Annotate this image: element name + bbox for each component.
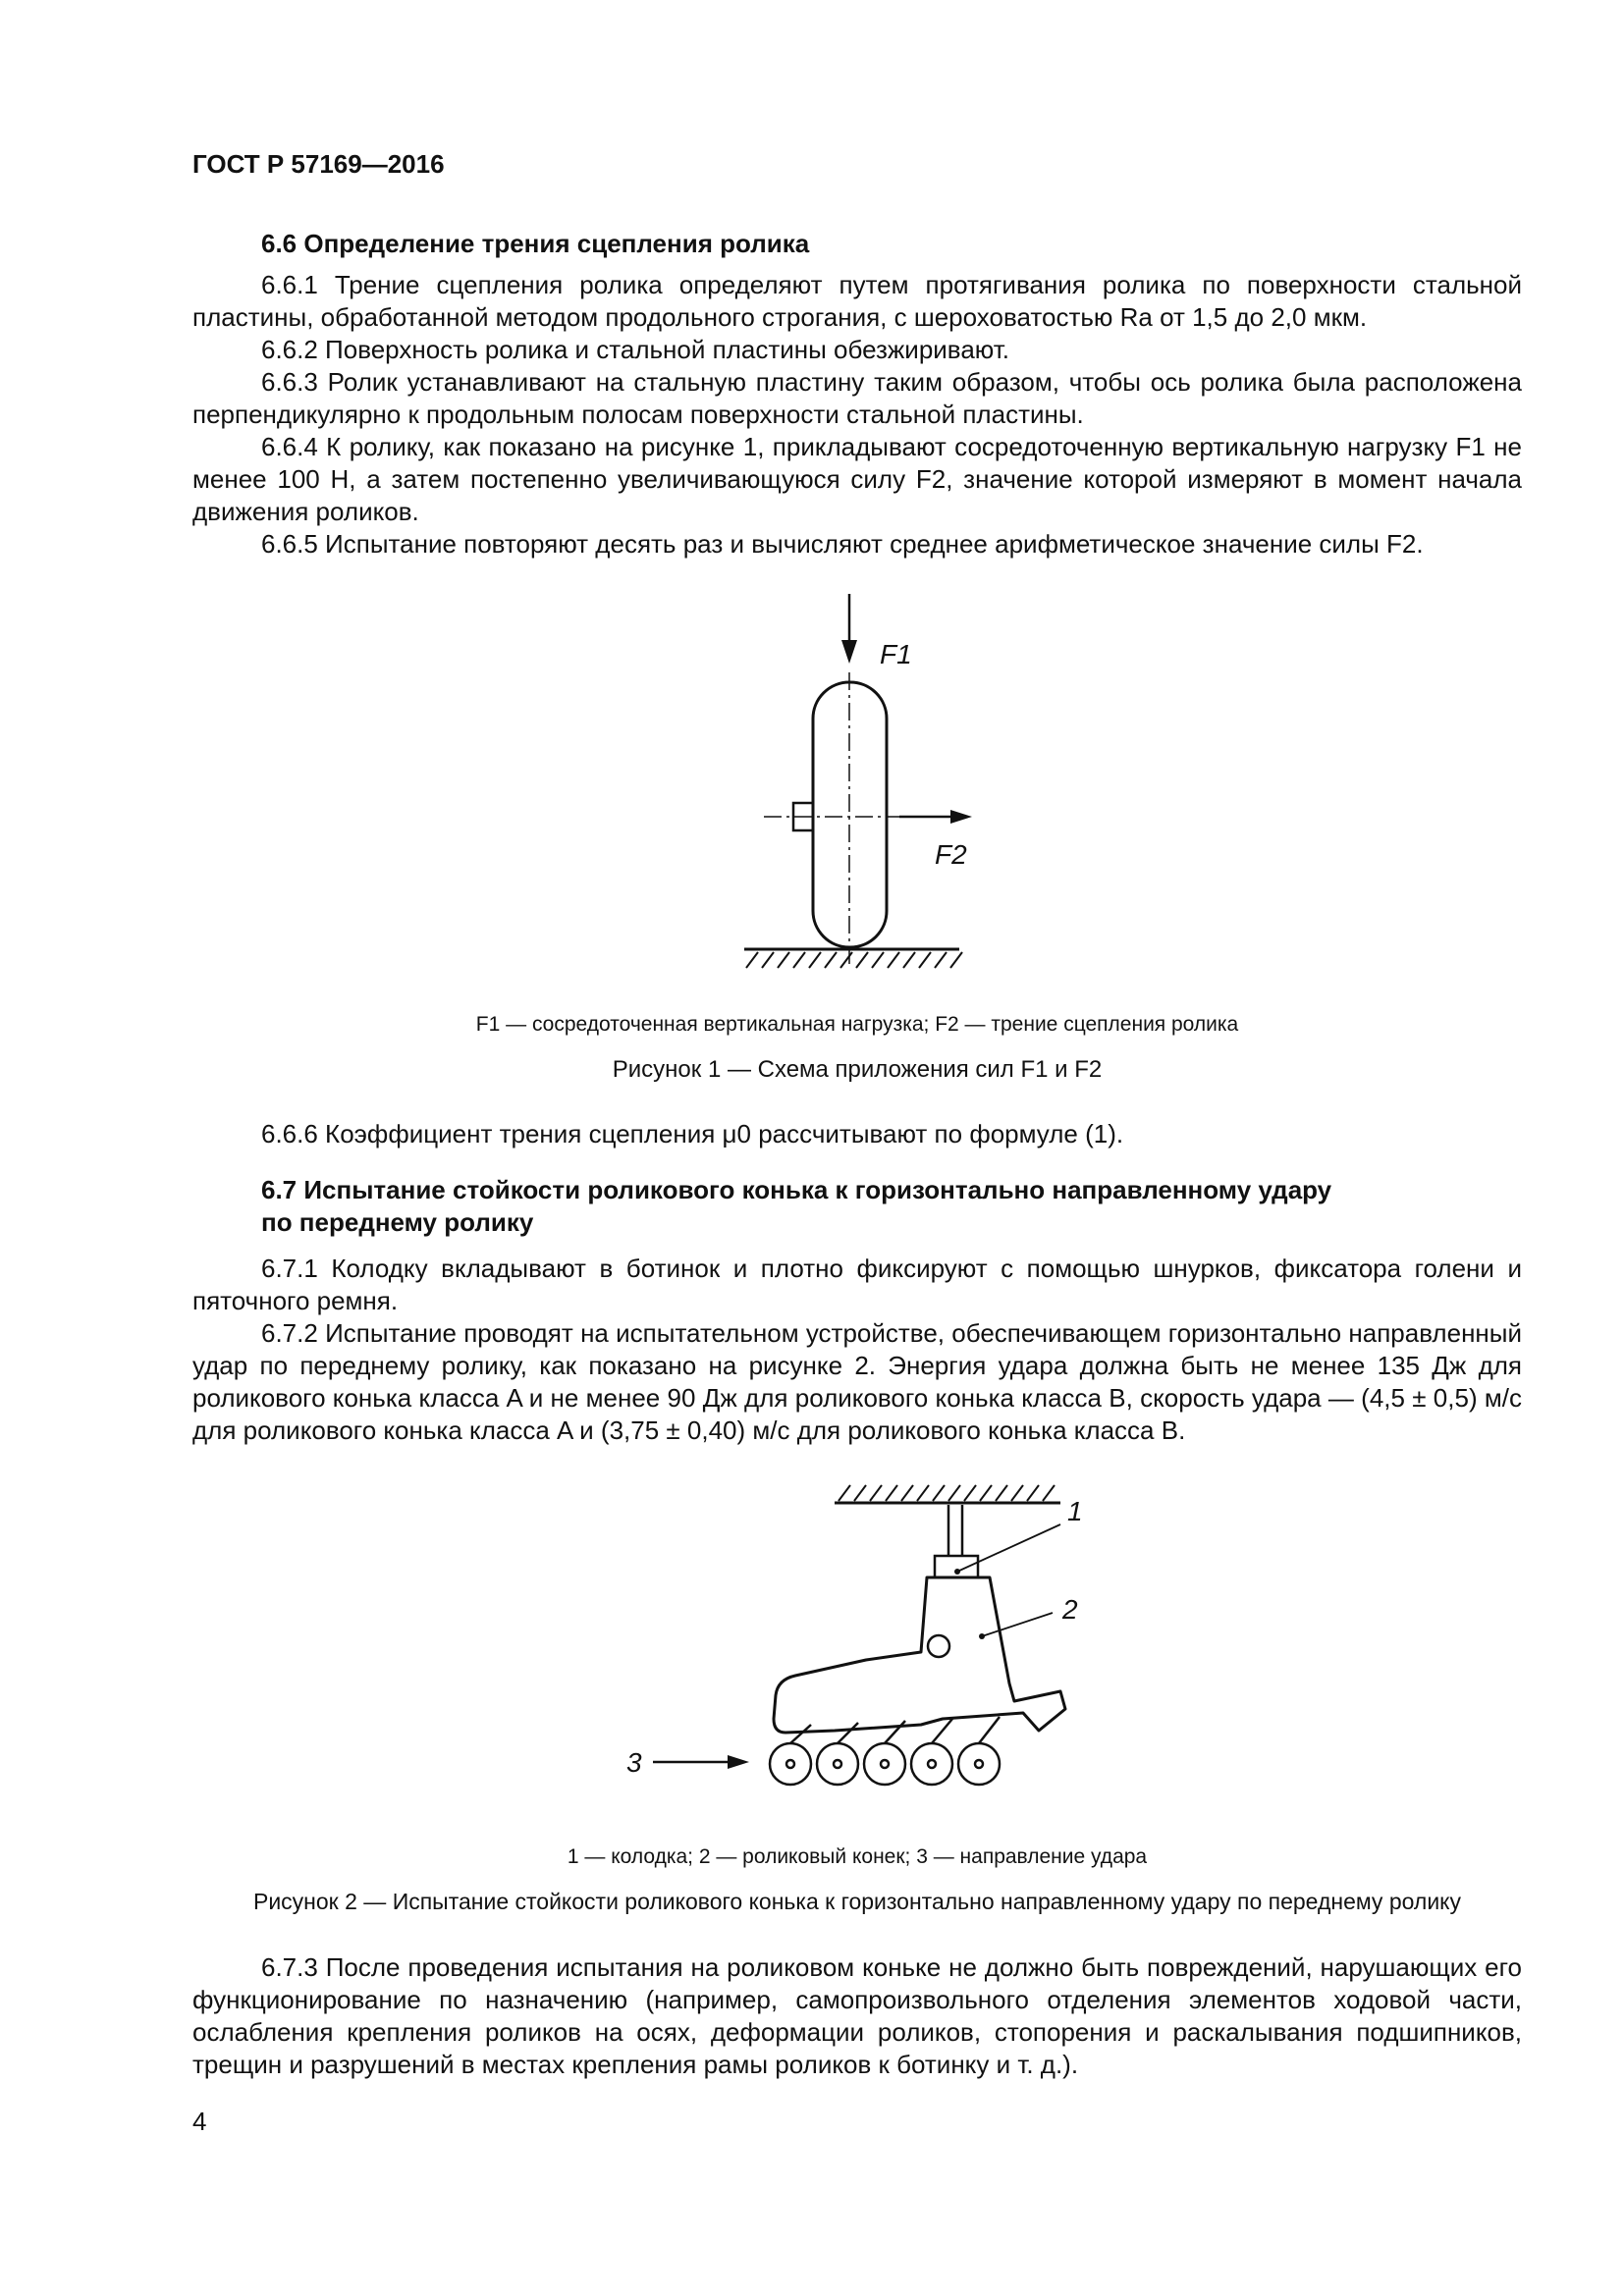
callout-3: 3: [626, 1747, 642, 1778]
paragraph-6-7-2: 6.7.2 Испытание проводят на испытательном устройстве, обеспечивающем горизонтально направленный удар по переднему ролику, как показано на рисунке 2. Энергия удара должна быть не менее 135 Дж для роликового конька класса A и не менее 90 Дж для роликового конька класса B, скорость удара — (4,5 ± 0,5) м/с для роликового конька класса A и (3,75 ± 0,40) м/с для роликового конька класса B.: [192, 1318, 1522, 1445]
figure-1-diagram: [727, 579, 982, 972]
section-6-7-title-line1: 6.7 Испытание стойкости роликового конька к горизонтально направленному удару: [261, 1175, 1332, 1204]
paragraph-6-7-1: 6.7.1 Колодку вкладывают в ботинок и плотно фиксируют с помощью шнурков, фиксатора голени и пяточного ремня.: [192, 1254, 1522, 1315]
callout-1: 1: [1067, 1496, 1083, 1526]
paragraph-6-6-3: 6.6.3 Ролик устанавливают на стальную пластину таким образом, чтобы ось ролика была расположена перпендикулярно к продольным полосам поверхности стальной пластины.: [192, 367, 1522, 429]
f2-label: F2: [935, 839, 967, 870]
paragraph-6-6-1: 6.6.1 Трение сцепления ролика определяют путем протягивания ролика по поверхности стальной пластины, обработанной методом продольного строгания, с шероховатостью Ra от 1,5 до 2,0 мкм.: [192, 270, 1522, 332]
f1-label: F1: [880, 639, 912, 669]
callout-2: 2: [1062, 1594, 1078, 1625]
paragraph-6-6-6: 6.6.6 Коэффициент трения сцепления μ0 рассчитывают по формуле (1).: [261, 1119, 1124, 1148]
page-number: 4: [192, 2107, 207, 2136]
figure-1-legend: F1 — сосредоточенная вертикальная нагрузка; F2 — трение сцепления ролика: [475, 1013, 1239, 1036]
section-6-6-title: 6.6 Определение трения сцепления ролика: [261, 229, 810, 258]
paragraph-6-6-5: 6.6.5 Испытание повторяют десять раз и вычисляют среднее арифметическое значение силы F2.: [261, 529, 1424, 559]
figure-1-caption: Рисунок 1 — Схема приложения сил F1 и F2: [612, 1056, 1103, 1083]
figure-2-caption: Рисунок 2 — Испытание стойкости роликового конька к горизонтально направленному удару по переднему ролику: [252, 1889, 1461, 1914]
paragraph-6-6-2: 6.6.2 Поверхность ролика и стальной пластины обезжиривают.: [261, 335, 1009, 364]
figure-2-legend: 1 — колодка; 2 — роликовый конек; 3 — направление удара: [567, 1845, 1148, 1868]
document-header: ГОСТ Р 57169—2016: [192, 149, 445, 179]
paragraph-6-6-4: 6.6.4 К ролику, как показано на рисунке 1, прикладывают сосредоточенную вертикальную нагрузку F1 не менее 100 Н, а затем постепенно увеличивающуюся силу F2, значение которой измеряют в момент начала движения роликов.: [192, 432, 1522, 526]
paragraph-6-7-3: 6.7.3 После проведения испытания на роликовом коньке не должно быть повреждений, нарушающих его функционирование по назначению (например, самопроизвольного отделения элементов ходовой части, ослабления крепления роликов на осях, деформации роликов, стопорения и раскалывания подшипников, трещин и разрушений в местах крепления рамы роликов к ботинку и т. д.).: [192, 1952, 1522, 2079]
figure-2-diagram: [609, 1477, 1100, 1821]
section-6-7-title-line2: по переднему ролику: [261, 1207, 534, 1237]
